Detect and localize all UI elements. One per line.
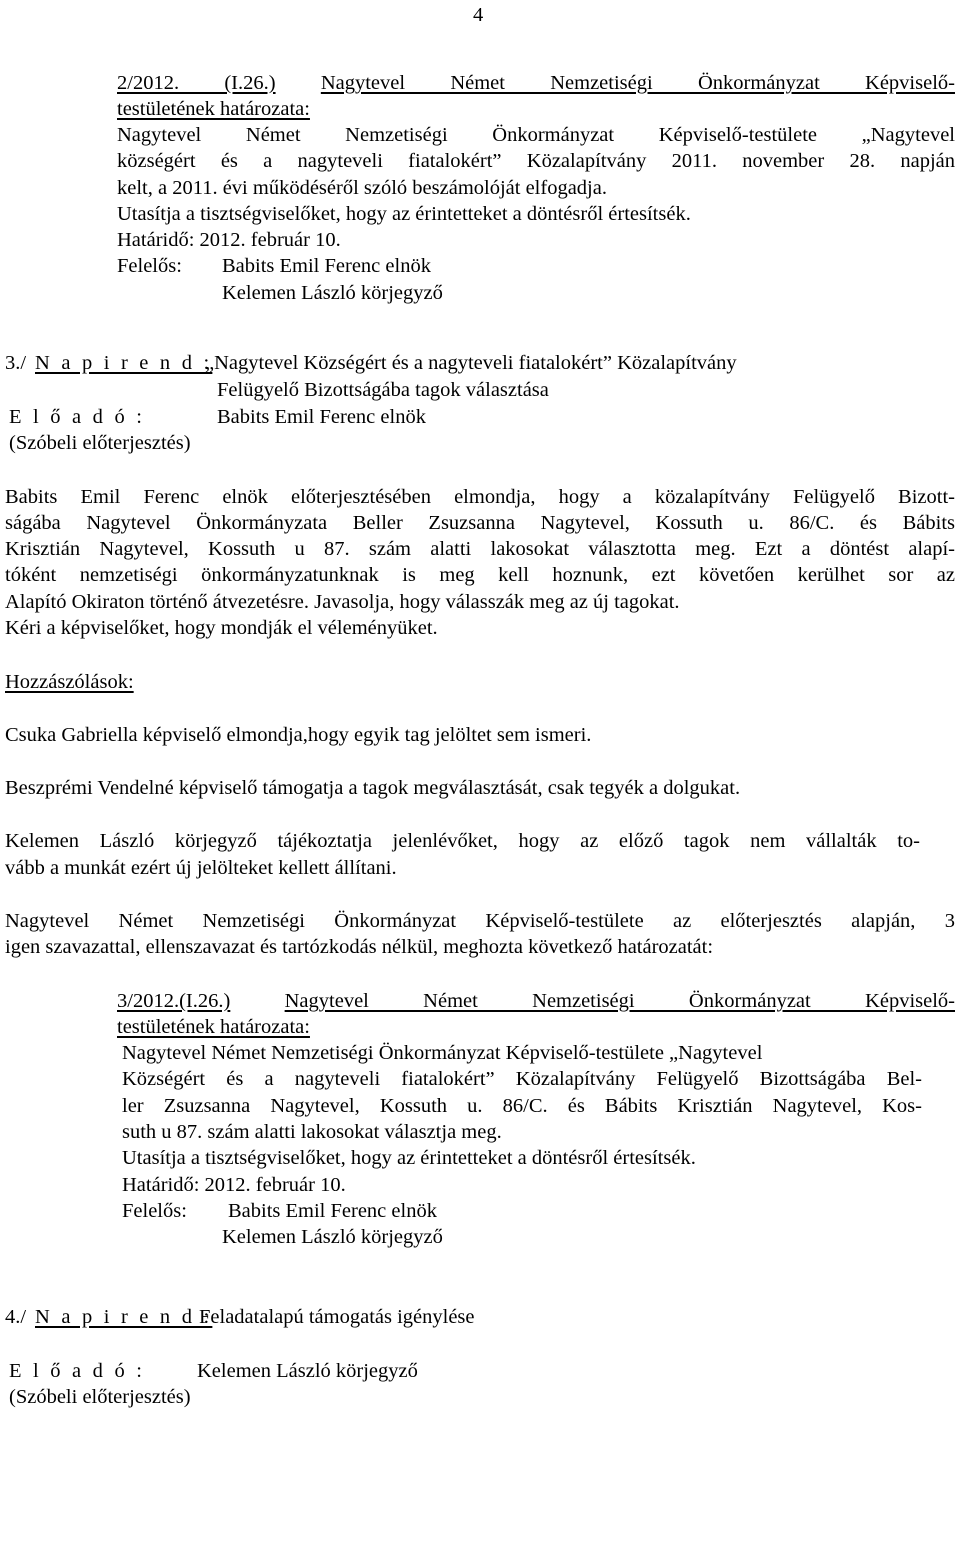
agenda-3-prefix: 3./ <box>5 352 27 374</box>
page-number: 4 <box>473 4 484 26</box>
resolution-3-body-line-1: Nagytevel Német Nemzetiségi Önkormányzat Képviselő-testülete „Nagytevel <box>122 1042 763 1064</box>
paragraph-line-3: Krisztián Nagytevel, Kossuth u 87. szám alatti lakosokat választotta meg. Ezt a döntést alapí- <box>5 538 955 560</box>
paragraph-line-6: Kéri a képviselőket, hogy mondják el véleményüket. <box>5 617 438 639</box>
resolution-3-body-line-3: ler Zsuzsanna Nagytevel, Kossuth u. 86/C. és Bábits Krisztián Nagytevel, Kos- <box>122 1095 922 1117</box>
resolution-2-title-line-1 <box>117 70 955 97</box>
agenda-3-title-line-1: „Nagytevel Községért és a nagyteveli fiatalokért” Közalapítvány <box>205 352 737 374</box>
agenda-3-title-line-2: Felügyelő Bizottságába tagok választása <box>217 379 549 401</box>
resolution-3-responsible-2: Kelemen László körjegyző <box>222 1226 443 1248</box>
agenda-3-label: N a p i r e n d : <box>35 352 213 374</box>
resolution-2-responsible-2: Kelemen László körjegyző <box>222 282 443 304</box>
paragraph-line-5: Alapító Okiraton történő átvezetésre. Javasolja, hogy válasszák meg az új tagokat. <box>5 591 680 613</box>
agenda-4-label: N a p i r e n d : <box>35 1306 213 1328</box>
resolution-3-responsible-label: Felelős: <box>122 1200 187 1222</box>
vote-line-1: Nagytevel Német Nemzetiségi Önkormányzat Képviselő-testülete az előterjesztés alapján, 3 <box>5 910 955 932</box>
comment-3-line-1: Kelemen László körjegyző tájékoztatja jelenlévőket, hogy az előző tagok nem vállalták to- <box>5 830 920 852</box>
paragraph-line-2: ságába Nagytevel Önkormányzata Beller Zsuzsanna Nagytevel, Kossuth u. 86/C. és Bábits <box>5 512 955 534</box>
resolution-2-responsible-label: Felelős: <box>117 255 182 277</box>
comment-2: Beszprémi Vendelné képviselő támogatja a tagok megválasztását, csak tegyék a dolgukat. <box>5 777 741 799</box>
resolution-3-responsible-1: Babits Emil Ferenc elnök <box>228 1200 437 1222</box>
resolution-3-instruction: Utasítja a tisztségviselőket, hogy az érintetteket a döntésről értesítsék. <box>122 1147 696 1169</box>
paragraph-line-4: tóként nemzetiségi önkormányzatunknak is meg kell hoznunk, ezt követően kerülhet sor az <box>5 564 955 586</box>
agenda-4-oral: (Szóbeli előterjesztés) <box>9 1386 191 1408</box>
resolution-2-instruction: Utasítja a tisztségviselőket, hogy az érintetteket a döntésről értesítsék. <box>117 203 691 225</box>
agenda-3-presenter: Babits Emil Ferenc elnök <box>217 406 426 428</box>
resolution-3-number: 3/2012.(I.26.) <box>117 990 231 1012</box>
paragraph-line-1: Babits Emil Ferenc elnök előterjesztésében elmondja, hogy a közalapítvány Felügyelő Bizott- <box>5 486 955 508</box>
resolution-3-body-line-2: Községért és a nagyteveli fiatalokért” Közalapítvány Felügyelő Bizottságába Bel- <box>122 1068 922 1090</box>
agenda-4-title: Feladatalapú támogatás igénylése <box>199 1306 475 1328</box>
resolution-3-deadline: Határidő: 2012. február 10. <box>122 1174 346 1196</box>
resolution-2-title-rest: Nagytevel Német Nemzetiségi Önkormányzat Képviselő- <box>320 72 955 94</box>
agenda-4-presenter-label: E l ő a d ó : <box>9 1360 146 1382</box>
agenda-3-oral: (Szóbeli előterjesztés) <box>9 432 191 454</box>
agenda-4-prefix: 4./ <box>5 1306 27 1328</box>
comments-heading: Hozzászólások: <box>5 671 134 693</box>
comment-3-line-2: vább a munkát ezért új jelölteket kellett állítani. <box>5 857 397 879</box>
resolution-2-deadline: Határidő: 2012. február 10. <box>117 229 341 251</box>
agenda-4-presenter: Kelemen László körjegyző <box>197 1360 418 1382</box>
vote-line-2: igen szavazattal, ellenszavazat és tartózkodás nélkül, meghozta következő határozatát: <box>5 936 714 958</box>
resolution-3-title-line-2: testületének határozata: <box>117 1016 310 1038</box>
resolution-3-body-line-4: suth u 87. szám alatti lakosokat választja meg. <box>122 1121 502 1143</box>
resolution-2-body-line-3: kelt, a 2011. évi működéséről szóló beszámolóját elfogadja. <box>117 177 607 199</box>
resolution-2-body-line-1: Nagytevel Német Nemzetiségi Önkormányzat Képviselő-testülete „Nagytevel <box>117 124 955 146</box>
resolution-2-responsible-1: Babits Emil Ferenc elnök <box>222 255 431 277</box>
resolution-3-title-line-1 <box>117 988 955 1015</box>
agenda-3-presenter-label: E l ő a d ó : <box>9 406 146 428</box>
resolution-3-title-rest: Nagytevel Német Nemzetiségi Önkormányzat Képviselő- <box>284 990 955 1012</box>
resolution-2-body-line-2: községért és a nagyteveli fiatalokért” Közalapítvány 2011. november 28. napján <box>117 150 955 172</box>
resolution-2-title-line-2: testületének határozata: <box>117 98 310 120</box>
comment-1: Csuka Gabriella képviselő elmondja,hogy egyik tag jelöltet sem ismeri. <box>5 724 592 746</box>
resolution-2-number: 2/2012. (I.26.) <box>117 72 276 94</box>
